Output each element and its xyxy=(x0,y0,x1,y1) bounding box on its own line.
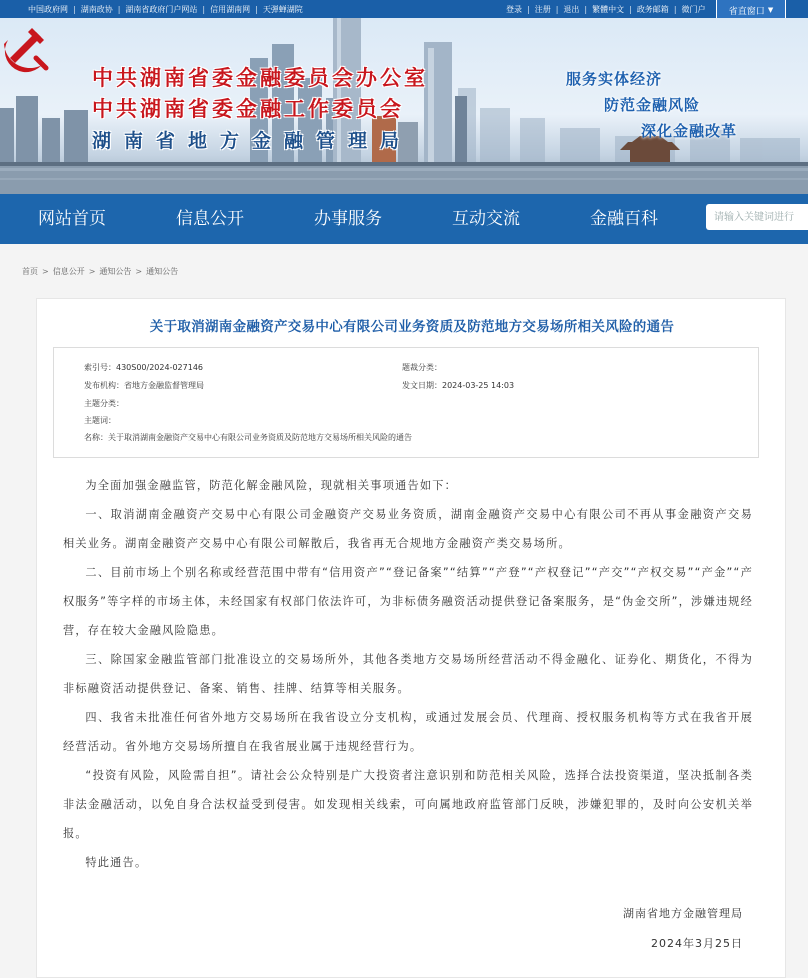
paragraph-closing: 特此通告。 xyxy=(85,856,148,869)
paragraph-warning: “投资有风险，风险需自担”。请社会公众特别是广大投资者注意识别和防范相关风险，选择合法投资渠道，坚决抵制各类非法金融活动，以免自身合法权益受到侵害。如发现相关线索，可向属地政府监管部门反映，涉嫌犯罪的，及时向公安机关举报。 xyxy=(63,769,753,840)
link-china-gov[interactable]: 中国政府网 xyxy=(28,5,68,14)
nav-info-disclosure[interactable]: 信息公开 xyxy=(176,209,244,229)
article-metadata-box xyxy=(53,347,759,458)
nav-home[interactable]: 网站首页 xyxy=(38,209,106,229)
paragraph-2: 二、目前市场上个别名称或经营范围中带有“信用资产”“登记备案”“结算”“产登”“产权登记”“产交”“产权交易”“产金”“产权服务”等字样的市场主体，未经国家有权部门依法许可，为非标债务融资活动提供登记备案服务，是“伪金交所”，涉嫌违规经营，存在较大金融风险隐患。 xyxy=(63,566,753,637)
register-link[interactable]: 注册 xyxy=(534,5,551,14)
provincial-window-button[interactable] xyxy=(716,0,786,20)
slogan-3: 深化金融改革 xyxy=(641,122,738,140)
provincial-window-label: 省直窗口 xyxy=(728,6,765,17)
micro-portal-link[interactable]: 微门户 xyxy=(681,5,706,14)
breadcrumb-notices-current[interactable]: 通知公告 xyxy=(146,267,179,276)
meta-publisher: 发布机构：省地方金融监督管理局 xyxy=(84,381,204,390)
slogan-1: 服务实体经济 xyxy=(566,70,663,88)
link-hunan-gov-portal[interactable]: 湖南省政府门户网站 xyxy=(125,5,198,14)
link-credit-hunan[interactable]: 信用湖南网 xyxy=(210,5,251,14)
breadcrumb-home[interactable]: 首页 xyxy=(22,267,38,276)
party-emblem-icon xyxy=(0,18,56,74)
org-title-secondary: 中共湖南省委金融工作委员会 xyxy=(92,96,404,121)
external-links: 中国政府网 | 湖南政协 | 湖南省政府门户网站 | 信用湖南网 | 天弹蝉湖院 xyxy=(28,5,303,14)
search-input[interactable] xyxy=(706,204,808,230)
signature-organization: 湖南省地方金融管理局 xyxy=(623,907,743,920)
breadcrumb-notices[interactable]: 通知公告 xyxy=(99,267,132,276)
nav-interaction[interactable]: 互动交流 xyxy=(452,209,520,229)
article-body xyxy=(63,471,753,877)
header-banner xyxy=(0,18,808,194)
slogan-2: 防范金融风险 xyxy=(604,96,701,114)
meta-index-no: 索引号：430S00/2024-027146 xyxy=(84,363,204,372)
gov-mail-link[interactable]: 政务邮箱 xyxy=(636,5,669,14)
breadcrumb: 首页 > 信息公开 > 通知公告 > 通知公告 xyxy=(22,267,179,276)
org-title-bureau: 湖南省地方金融管理局 xyxy=(92,130,413,152)
chevron-down-icon: ▼ xyxy=(767,6,774,14)
top-utility-bar xyxy=(0,0,808,18)
paragraph-1: 一、取消湖南金融资产交易中心有限公司金融资产交易业务资质，湖南金融资产交易中心有限公司不再从事金融资产交易相关业务。湖南金融资产交易中心有限公司解散后，我省再无合规地方金融资产类交易场所。 xyxy=(63,508,753,550)
paragraph-3: 三、除国家金融监管部门批准设立的交易场所外，其他各类地方交易场所经营活动不得金融化、证券化、期货化，不得为非标融资活动提供登记、备案、销售、挂牌、结算等相关服务。 xyxy=(63,653,753,695)
nav-finance-encyclopedia[interactable]: 金融百科 xyxy=(590,209,658,229)
nav-services[interactable]: 办事服务 xyxy=(314,209,382,229)
paragraph-4: 四、我省未批准任何省外地方交易场所在我省设立分支机构，或通过发展会员、代理商、授权服务机构等方式在我省开展经营活动。省外地方交易场所擅自在我省展业属于违规经营行为。 xyxy=(63,711,753,753)
article-title: 关于取消湖南金融资产交易中心有限公司业务资质及防范地方交易场所相关风险的通告 xyxy=(149,319,675,335)
link-other[interactable]: 天弹蝉湖院 xyxy=(262,5,303,14)
main-navigation xyxy=(0,194,808,244)
meta-subject-words: 主题词： xyxy=(84,416,116,425)
meta-issue-date: 发文日期：2024-03-25 14:03 xyxy=(402,381,515,390)
logout-link[interactable]: 退出 xyxy=(563,5,580,14)
signature-date: 2024年3月25日 xyxy=(651,937,743,950)
traditional-chinese-link[interactable]: 繁體中文 xyxy=(592,5,625,14)
account-links: 登录 | 注册 | 退出 | 繁體中文 | 政务邮箱 | 微门户 xyxy=(506,5,706,14)
link-hunan-cppcc[interactable]: 湖南政协 xyxy=(80,5,113,14)
login-link[interactable]: 登录 xyxy=(506,5,522,14)
breadcrumb-info-disclosure[interactable]: 信息公开 xyxy=(52,267,85,276)
paragraph-intro: 为全面加强金融监管，防范化解金融风险，现就相关事项通告如下： xyxy=(85,479,458,492)
meta-name: 名称：关于取消湖南金融资产交易中心有限公司业务资质及防范地方交易场所相关风险的通告 xyxy=(84,433,412,442)
article-container xyxy=(36,298,786,978)
meta-topic-class: 题裁分类： xyxy=(402,363,442,372)
meta-subject-class: 主题分类： xyxy=(84,399,124,408)
org-title-primary: 中共湖南省委金融委员会办公室 xyxy=(92,65,428,90)
